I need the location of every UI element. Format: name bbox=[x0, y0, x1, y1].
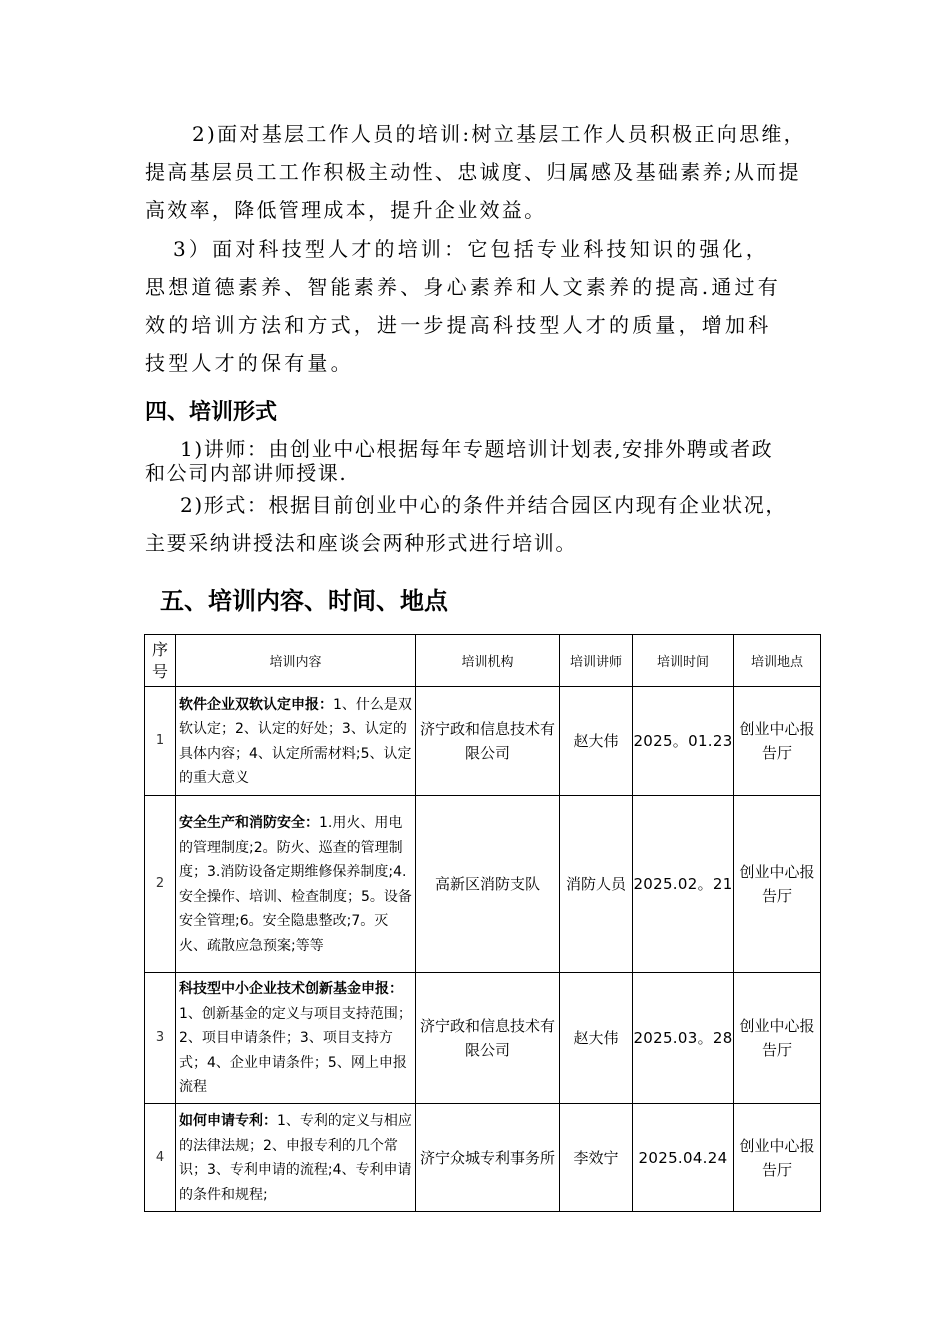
cell-content bbox=[176, 1104, 416, 1212]
cell-organization: 济宁政和信息技术有限公司 bbox=[416, 687, 560, 796]
content-title: 软件企业双软认定申报： bbox=[179, 696, 333, 713]
cell-time: 2025.02。21 bbox=[633, 796, 734, 973]
table-row bbox=[145, 687, 821, 796]
column-header-organization: 培训机构 bbox=[416, 635, 560, 687]
text-line: 3）面对科技型人才的培训：它包括专业科技知识的强化， bbox=[173, 237, 769, 261]
paragraph-tech-talent-training bbox=[145, 230, 815, 382]
cell-place: 创业中心报告厅 bbox=[734, 687, 821, 796]
content-detail: 1、专利的定义与相应的法律法规；2、申报专利的几个常识；3、专利申请的流程;4、专利申请的条件和规程; bbox=[179, 1113, 412, 1203]
content-title: 如何申请专利： bbox=[179, 1113, 277, 1129]
text-line: 提高基层员工工作积极主动性、忠诚度、归属感及基础素养;从而提 bbox=[145, 160, 801, 184]
cell-lecturer: 消防人员 bbox=[560, 796, 633, 973]
section-heading-training-form: 四、培训形式 bbox=[145, 400, 278, 425]
cell-number: 3 bbox=[145, 973, 176, 1104]
column-header-time: 培训时间 bbox=[633, 635, 734, 687]
table-row bbox=[145, 973, 821, 1104]
cell-place: 创业中心报告厅 bbox=[734, 796, 821, 973]
cell-organization: 济宁政和信息技术有限公司 bbox=[416, 973, 560, 1104]
text-line: 1)讲师：由创业中心根据每年专题培训计划表,安排外聘或者政 bbox=[180, 437, 774, 461]
table-row bbox=[145, 796, 821, 973]
cell-content bbox=[176, 796, 416, 973]
text-line: 2)面对基层工作人员的培训:树立基层工作人员积极正向思维， bbox=[192, 122, 806, 146]
content-title: 科技型中小企业技术创新基金申报： bbox=[179, 981, 403, 998]
text-line: 技型人才的保有量。 bbox=[145, 351, 354, 375]
table-header-row bbox=[145, 635, 821, 687]
text-line: 和公司内部讲师授课. bbox=[145, 461, 348, 485]
cell-lecturer: 赵大伟 bbox=[560, 687, 633, 796]
paragraph-lecturer bbox=[145, 437, 815, 485]
cell-organization: 济宁众城专利事务所 bbox=[416, 1104, 560, 1212]
table-row bbox=[145, 1104, 821, 1212]
training-schedule-table bbox=[144, 634, 821, 1212]
text-line: 主要采纳讲授法和座谈会两种形式进行培训。 bbox=[145, 531, 577, 555]
cell-number: 4 bbox=[145, 1104, 176, 1212]
text-line: 2)形式：根据目前创业中心的条件并结合园区内现有企业状况， bbox=[180, 493, 787, 517]
section-heading-training-schedule: 五、培训内容、时间、地点 bbox=[160, 587, 448, 615]
cell-time: 2025.03。28 bbox=[633, 973, 734, 1104]
cell-lecturer: 李效宁 bbox=[560, 1104, 633, 1212]
text-line: 思想道德素养、智能素养、身心素养和人文素养的提高.通过有 bbox=[145, 275, 781, 299]
column-header-lecturer: 培训讲师 bbox=[560, 635, 633, 687]
cell-place: 创业中心报告厅 bbox=[734, 1104, 821, 1212]
cell-place: 创业中心报告厅 bbox=[734, 973, 821, 1104]
content-detail: 1、创新基金的定义与项目支持范围；2、项目申请条件；3、项目支持方式；4、企业申请条件；5、网上申报流程 bbox=[179, 1005, 412, 1096]
cell-content bbox=[176, 973, 416, 1104]
paragraph-basic-staff-training bbox=[145, 115, 815, 229]
text-line: 高效率，降低管理成本，提升企业效益。 bbox=[145, 198, 547, 222]
cell-number: 2 bbox=[145, 796, 176, 973]
cell-time: 2025.04.24 bbox=[633, 1104, 734, 1212]
cell-lecturer: 赵大伟 bbox=[560, 973, 633, 1104]
content-detail: 1.用火、用电的管理制度;2。防火、巡查的管理制度；3.消防设备定期维修保养制度;4.安全操作、培训、检查制度；5。设备安全管理;6。安全隐患整改;7。灭火、疏散应急预案;等等 bbox=[179, 815, 412, 954]
content-detail: 1、什么是双软认定；2、认定的好处；3、认定的具体内容；4、认定所需材料;5、认定的重大意义 bbox=[179, 696, 412, 786]
content-title: 安全生产和消防安全： bbox=[179, 815, 319, 831]
column-header-number: 序号 bbox=[145, 635, 176, 687]
text-line: 效的培训方法和方式，进一步提高科技型人才的质量，增加科 bbox=[145, 313, 772, 337]
paragraph-training-form bbox=[145, 486, 815, 562]
cell-content bbox=[176, 687, 416, 796]
column-header-content: 培训内容 bbox=[176, 635, 416, 687]
column-header-place: 培训地点 bbox=[734, 635, 821, 687]
cell-number: 1 bbox=[145, 687, 176, 796]
cell-organization: 高新区消防支队 bbox=[416, 796, 560, 973]
cell-time: 2025。01.23 bbox=[633, 687, 734, 796]
